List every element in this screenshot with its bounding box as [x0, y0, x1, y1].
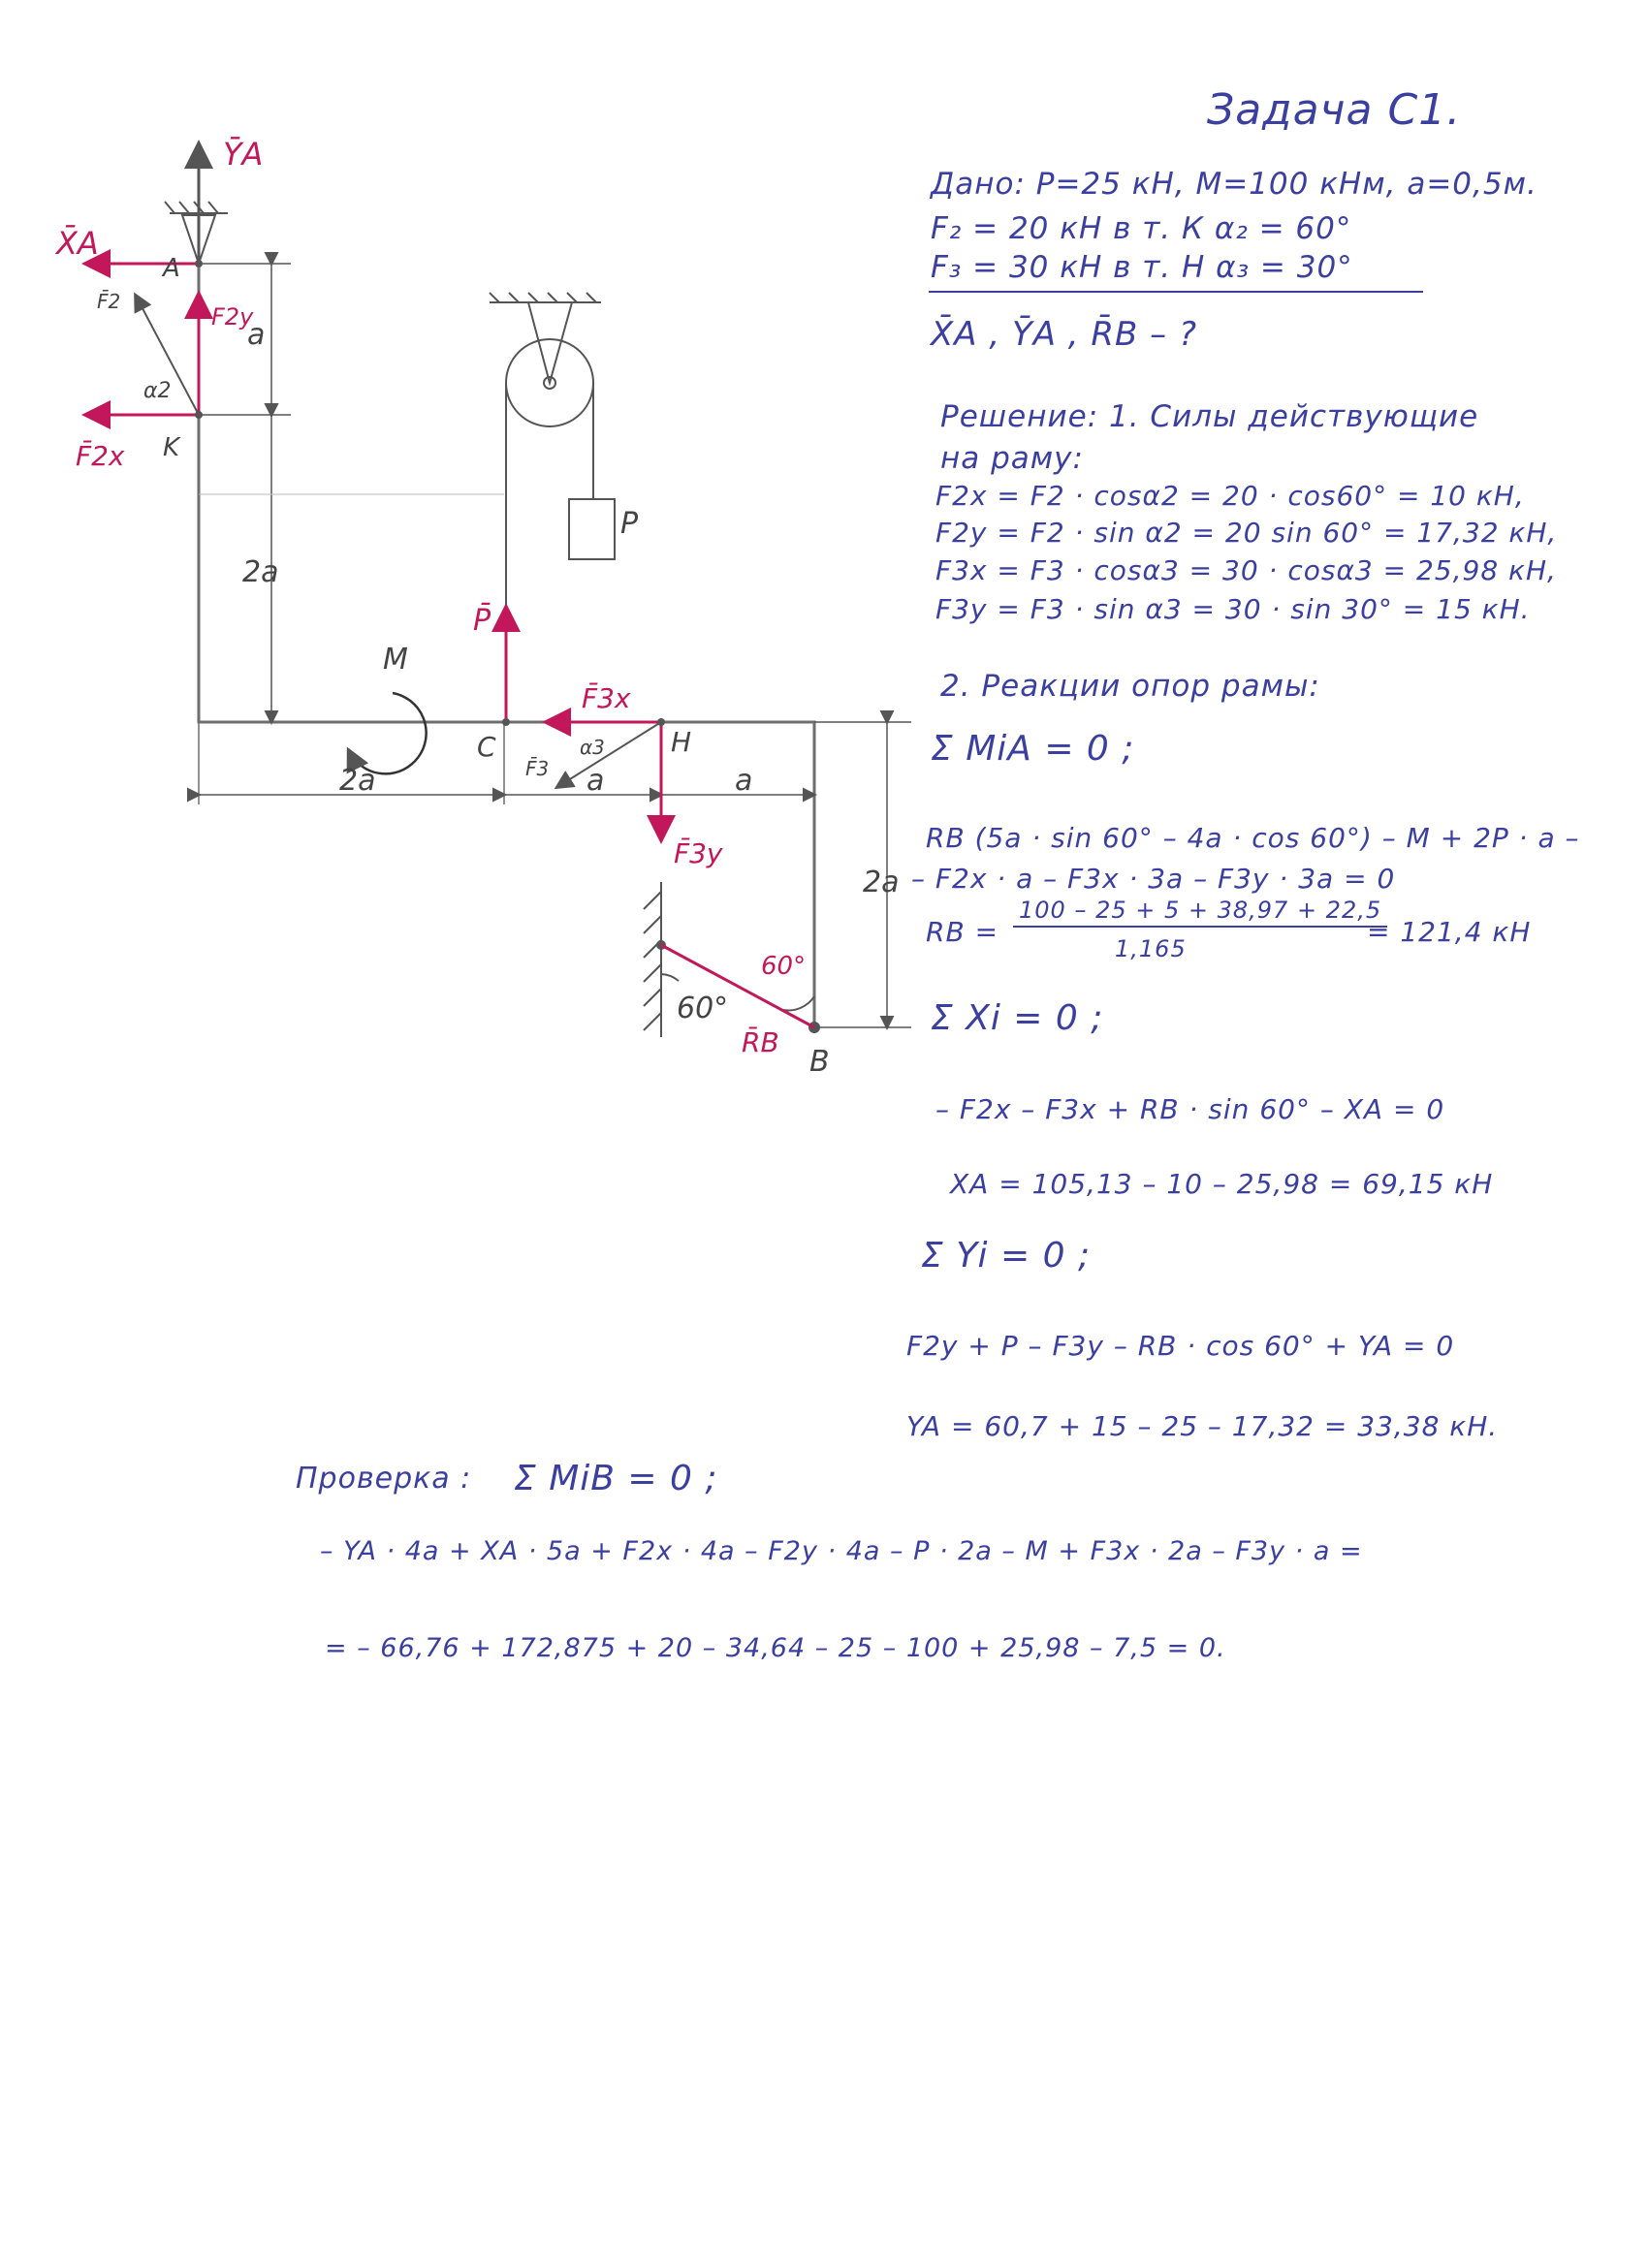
- eq-moments-a-1: RB (5a · sin 60° – 4a · cos 60°) – M + 2P · a –: [926, 822, 1580, 854]
- label-dim-a1: a: [586, 764, 605, 798]
- sum-forces-y: Σ Yi = 0 ;: [921, 1236, 1092, 1276]
- label-point-b: B: [809, 1045, 830, 1079]
- eq-f3y: F3y = F3 · sin α3 = 30 · sin 30° = 15 кН.: [935, 593, 1531, 625]
- given-underline: [929, 291, 1423, 293]
- moment-arc: [349, 693, 427, 773]
- label-f3y: F̄3y: [674, 837, 723, 869]
- label-f3x: F̄3x: [582, 682, 631, 714]
- label-f2: F̄2: [97, 290, 121, 313]
- label-force-p: P̄: [473, 604, 491, 638]
- solution-heading-2: 2. Реакции опор рамы:: [940, 669, 1320, 704]
- dimension-lines: [199, 264, 911, 1027]
- solution-heading-1b: на раму:: [940, 441, 1084, 476]
- label-dim-2a-bottom: 2a: [339, 764, 376, 798]
- pulley: [490, 293, 615, 722]
- given-line-3: F₃ = 30 кН в т. Н α₃ = 30°: [931, 250, 1353, 285]
- rb-numerator: 100 – 25 + 5 + 38,97 + 22,5: [1013, 897, 1387, 928]
- label-angle-60-left: 60°: [677, 992, 729, 1025]
- label-dim-2a-left: 2a: [242, 555, 279, 589]
- label-moment-m: M: [383, 643, 408, 677]
- eq-f3x: F3x = F3 · cosα3 = 30 · cosα3 = 25,98 кН,: [935, 554, 1557, 586]
- label-angle-60-right: 60°: [761, 952, 807, 981]
- label-alpha3: α3: [580, 736, 605, 759]
- eq-forces-x: – F2x – F3x + RB · sin 60° – XA = 0: [935, 1093, 1445, 1125]
- check-equation-2: = – 66,76 + 172,875 + 20 – 34,64 – 25 – 100 + 25,98 – 7,5 = 0.: [325, 1633, 1226, 1663]
- label-ya: ȲA: [223, 136, 264, 173]
- label-point-c: C: [477, 731, 496, 763]
- force-vectors: [87, 145, 814, 1027]
- label-xa: X̄A: [56, 225, 99, 262]
- label-f3: F̄3: [525, 757, 550, 780]
- eq-f2x: F2x = F2 · cosα2 = 20 · cos60° = 10 кН,: [935, 480, 1525, 512]
- result-xa: XA = 105,13 – 10 – 25,98 = 69,15 кН: [950, 1168, 1494, 1200]
- page-title: Задача С1.: [1207, 85, 1462, 135]
- check-sum-moments-b: Σ MiB = 0 ;: [514, 1459, 718, 1498]
- label-alpha2: α2: [143, 379, 172, 403]
- eq-forces-y: F2y + P – F3y – RB · cos 60° + YA = 0: [906, 1330, 1455, 1362]
- label-point-a: A: [163, 254, 180, 283]
- label-weight-p: P: [620, 507, 639, 541]
- label-dim-a-left: a: [247, 318, 266, 352]
- given-line-2: F₂ = 20 кН в т. К α₂ = 60°: [931, 211, 1352, 246]
- unknowns: X̄A , ȲA , R̄B – ?: [931, 315, 1198, 354]
- label-point-h: H: [671, 726, 692, 758]
- result-ya: YA = 60,7 + 15 – 25 – 17,32 = 33,38 кН.: [906, 1410, 1499, 1442]
- eq-moments-a-2: – F2x · a – F3x · 3a – F3y · 3a = 0: [911, 863, 1396, 895]
- solution-heading-1: Решение: 1. Силы действующие: [940, 399, 1479, 434]
- rb-result: = 121,4 кН: [1367, 916, 1532, 948]
- given-line-1: Дано: Р=25 кН, М=100 кНм, а=0,5м.: [931, 167, 1537, 202]
- label-rb: R̄B: [742, 1026, 779, 1058]
- eq-f2y: F2y = F2 · sin α2 = 20 sin 60° = 17,32 кН,: [935, 517, 1558, 549]
- check-equation-1: – YA · 4a + XA · 5a + F2x · 4a – F2y · 4a – P · 2a – M + F3x · 2a – F3y · a =: [320, 1536, 1363, 1566]
- sum-forces-x: Σ Xi = 0 ;: [931, 998, 1104, 1038]
- rb-denominator: 1,165: [1115, 935, 1187, 962]
- label-f2y: F2y: [211, 303, 254, 331]
- sum-moments-a: Σ MiA = 0 ;: [931, 729, 1135, 769]
- label-dim-2a-right: 2a: [863, 866, 900, 899]
- check-label: Проверка :: [296, 1462, 472, 1496]
- label-f2x: F̄2x: [76, 440, 125, 472]
- rb-lhs: RB =: [926, 916, 999, 948]
- label-point-k: K: [163, 433, 180, 462]
- label-dim-a2: a: [735, 764, 753, 798]
